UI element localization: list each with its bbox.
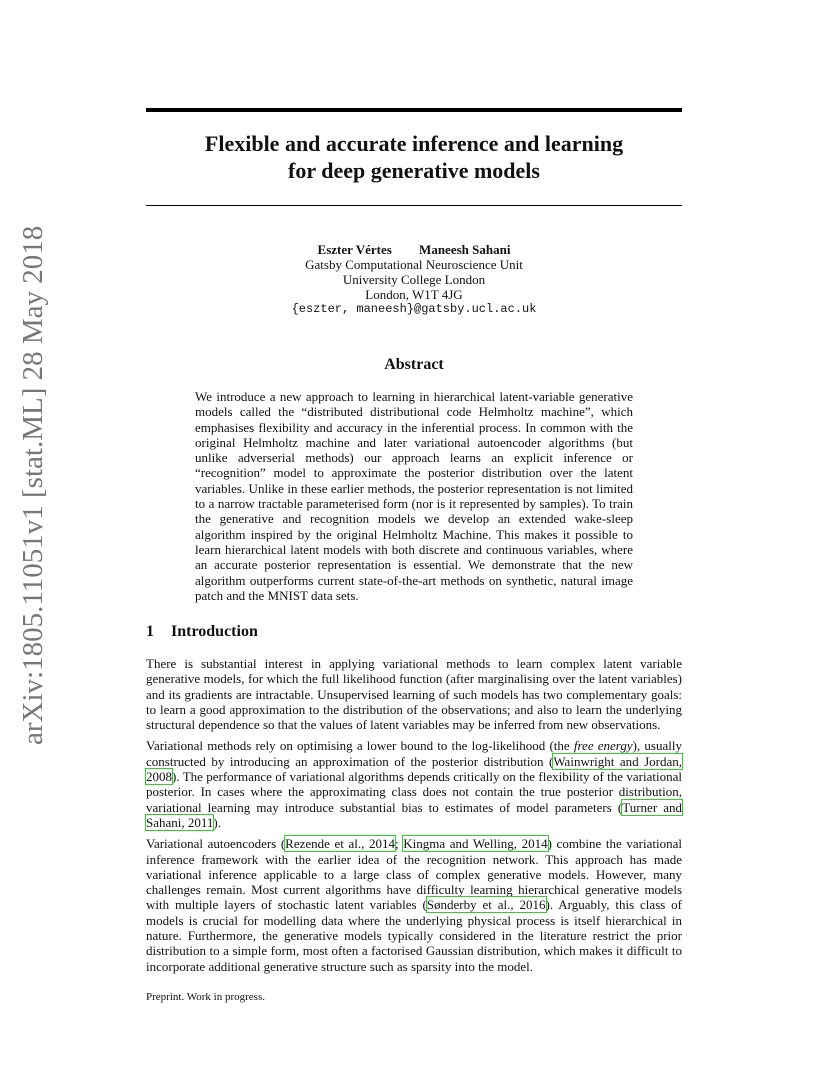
- paragraph-2-text-c: ). The performance of variational algorithms depends critically on the flexibility of the variational posterior. In cases where the approximating class does not contain the true posterior distribution, variational learning may introduce substantial bias to estimates of model parameters (: [146, 769, 682, 815]
- arxiv-identifier-stamp: arXiv:1805.11051v1 [stat.ML] 28 May 2018: [17, 225, 49, 745]
- abstract-text: We introduce a new approach to learning in hierarchical latent-variable generative models called the “distributed distributional code Helmholtz machine”, which emphasises flexibility and accuracy in the inferential process. In common with the original Helmholtz machine and later variational autoencoder algorithms (but unlike adverserial methods) our approach learns an explicit inference or “recognition” model to approximate the posterior distribution over the latent variables. Unlike in these earlier methods, the posterior representation is not limited to a narrow tractable parameterised form (nor is it represented by samples). To train the generative and recognition models we develop an extended wake-sleep algorithm inspired by the original Helmholtz Machine. This makes it possible to learn hierarchical latent models with both discrete and continuous variables, where an accurate posterior representation is essential. We demonstrate that the new algorithm outperforms current state-of-the-art methods on synthetic, natural image patch and the MNIST data sets.: [195, 389, 633, 603]
- paragraph-3: [146, 836, 682, 974]
- author-names: [146, 242, 682, 257]
- author-address: London, W1T 4JG: [365, 287, 463, 302]
- citation-link-wainwright-jordan[interactable]: Wainwright and Jordan, 2008: [146, 753, 682, 785]
- paper-title: [146, 130, 682, 184]
- citation-link-rezende[interactable]: Rezende et al., 2014: [285, 836, 396, 852]
- paragraph-3-text-b: ) combine the variational inference framework with the earlier idea of the recognition network. This approach has made variational inference applicable to a large class of complex generative models. However, many challenges remain. Most current algorithms have difficulty learning hierarchical generative models with multiple layers of stochastic latent variables (: [146, 836, 683, 913]
- section-title: Introduction: [171, 623, 258, 640]
- paragraph-2-text-b: ), usually constructed by introducing an approximation of the posterior distribution (: [146, 738, 682, 769]
- paragraph-1: There is substantial interest in applying variational methods to learn complex latent variable generative models, for which the full likelihood function (after marginalising over the latent variables) and its gradients are intractable. Unsupervised learning of such models has two complementary goals: to learn a good approximation to the distribution of the observations; and also to learn the underlying structural dependence so that the values of latent variables may be inferred from new observations.: [146, 656, 682, 733]
- paragraph-2-text-a: Variational methods rely on optimising a lower bound to the log-likelihood (the: [146, 738, 574, 754]
- author-name-2: Maneesh Sahani: [419, 242, 511, 257]
- footer-note: Preprint. Work in progress.: [146, 991, 265, 1003]
- citation-separator: ;: [395, 836, 404, 852]
- author-affiliation: Gatsby Computational Neuroscience Unit: [305, 257, 523, 272]
- free-energy-term: free energy: [573, 738, 633, 754]
- citation-link-sonderby[interactable]: Sønderby et al., 2016: [426, 897, 546, 913]
- introduction-body: [146, 656, 682, 980]
- section-heading-introduction: [146, 623, 682, 641]
- title-bottom-rule: [146, 205, 682, 206]
- paragraph-3-text-c: ). Arguably, this class of models is crucial for modelling data where the underlying physical process is itself hierarchical in nature. Furthermore, the generative models typically considered in the literature restrict the prior distribution to a simple form, most often a factorised Gaussian distribution, which makes it difficult to incorporate additional generative structure such as sparsity into the model.: [146, 897, 683, 974]
- title-line-1: Flexible and accurate inference and learning: [204, 131, 624, 156]
- paragraph-2: [146, 738, 682, 830]
- citation-link-turner-sahani[interactable]: Turner and Sahani, 2011: [146, 799, 682, 830]
- abstract-heading: Abstract: [384, 356, 444, 373]
- paragraph-3-text-a: Variational autoencoders (: [146, 836, 286, 852]
- title-line-2: for deep generative models: [288, 158, 540, 183]
- citation-link-kingma-welling[interactable]: Kingma and Welling, 2014: [403, 836, 548, 852]
- author-block: [146, 242, 682, 317]
- title-top-rule: [146, 108, 682, 112]
- author-name-1: Eszter Vértes: [317, 242, 392, 257]
- paragraph-2-text-d: ).: [213, 814, 221, 830]
- author-institution: University College London: [342, 272, 486, 287]
- section-number: 1: [146, 623, 154, 640]
- author-email: {eszter, maneesh}@gatsby.ucl.ac.uk: [291, 302, 537, 316]
